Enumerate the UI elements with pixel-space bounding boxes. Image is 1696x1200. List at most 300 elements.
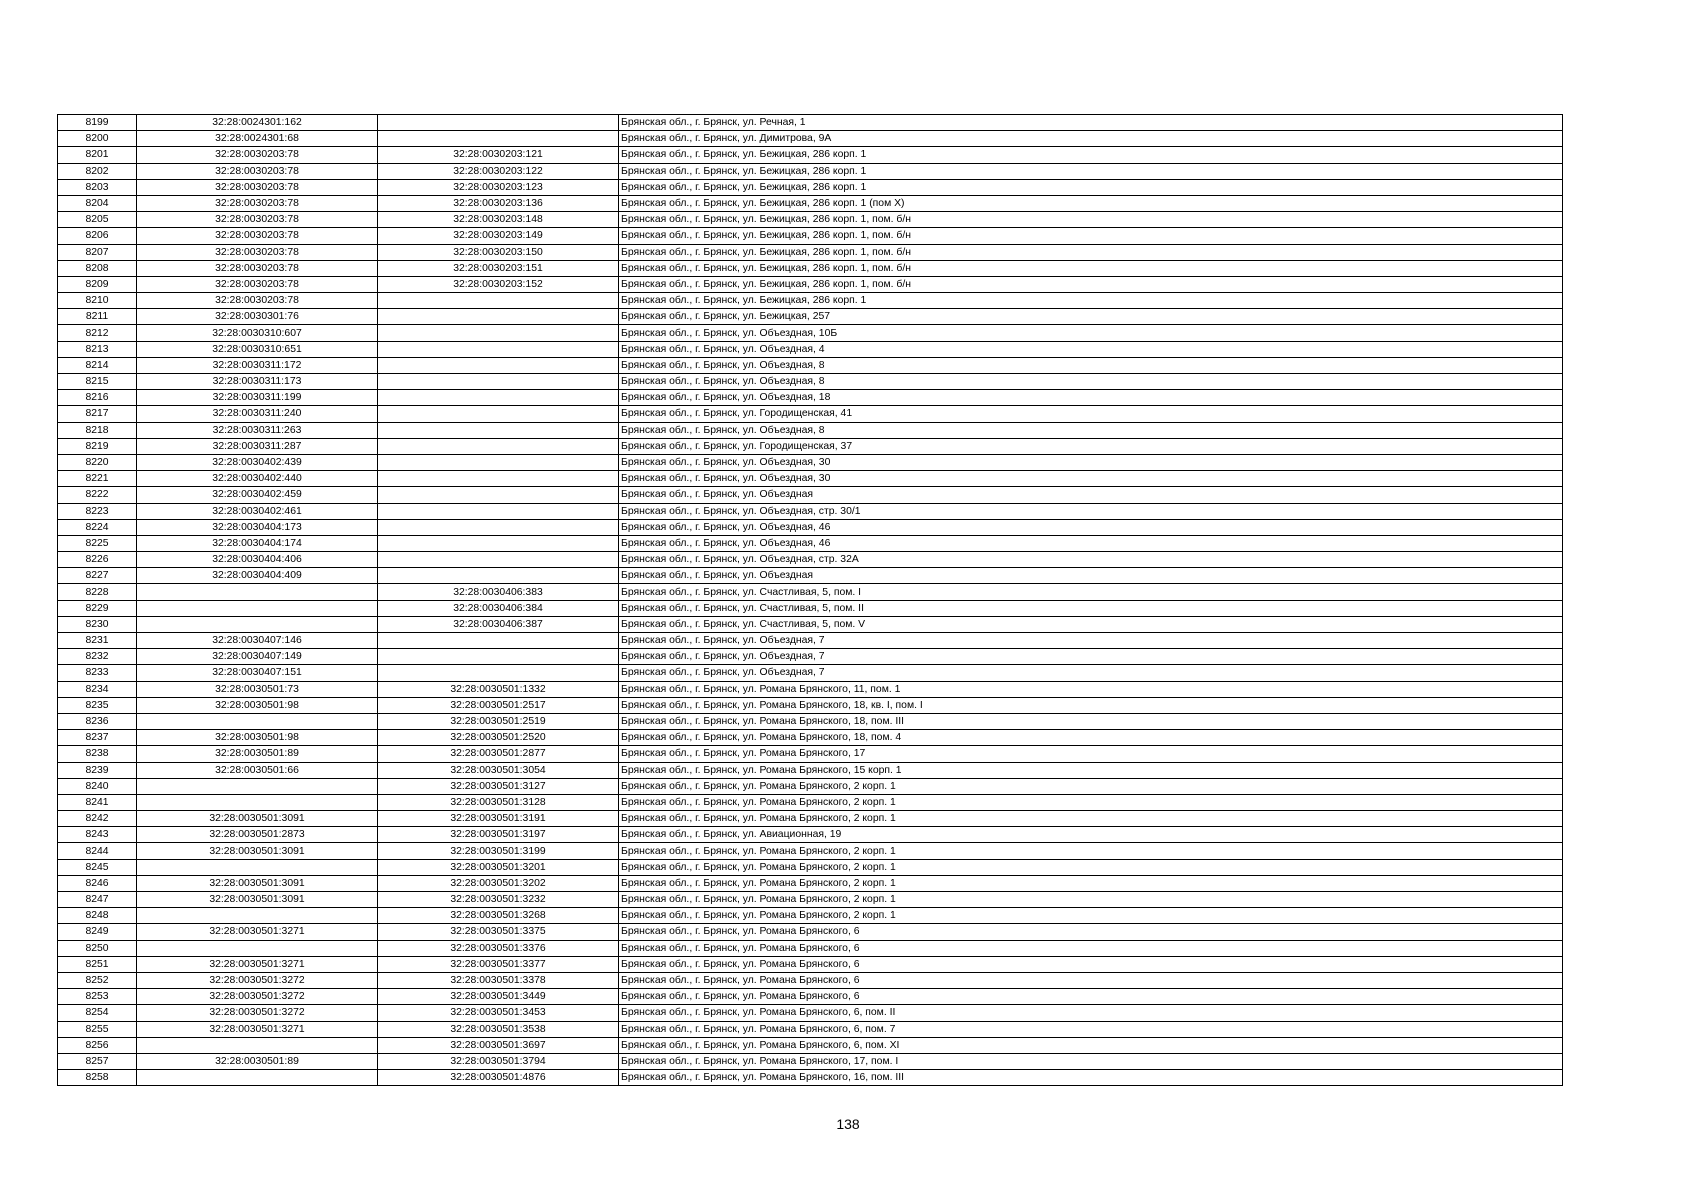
table-row bbox=[58, 665, 1563, 681]
premises-cadastral-number-cell: 32:28:0030501:3453 bbox=[378, 1005, 619, 1021]
row-number-cell: 8252 bbox=[58, 972, 137, 988]
premises-cadastral-number-cell bbox=[378, 471, 619, 487]
row-number-cell: 8228 bbox=[58, 584, 137, 600]
premises-cadastral-number-cell bbox=[378, 406, 619, 422]
address-cell: Брянская обл., г. Брянск, ул. Романа Брянского, 6 bbox=[619, 972, 1563, 988]
row-number-cell: 8236 bbox=[58, 713, 137, 729]
premises-cadastral-number-cell: 32:28:0030501:3201 bbox=[378, 859, 619, 875]
address-cell: Брянская обл., г. Брянск, ул. Романа Брянского, 18, кв. I, пом. I bbox=[619, 697, 1563, 713]
table-row bbox=[58, 681, 1563, 697]
table-row bbox=[58, 956, 1563, 972]
address-cell: Брянская обл., г. Брянск, ул. Бежицкая, 286 корп. 1, пом. б/н bbox=[619, 260, 1563, 276]
address-cell: Брянская обл., г. Брянск, ул. Объездная, стр. 30/1 bbox=[619, 503, 1563, 519]
address-cell: Брянская обл., г. Брянск, ул. Романа Брянского, 2 корп. 1 bbox=[619, 908, 1563, 924]
address-cell: Брянская обл., г. Брянск, ул. Счастливая, 5, пом. I bbox=[619, 584, 1563, 600]
table-row bbox=[58, 147, 1563, 163]
row-number-cell: 8233 bbox=[58, 665, 137, 681]
premises-cadastral-number-cell: 32:28:0030501:3449 bbox=[378, 989, 619, 1005]
address-cell: Брянская обл., г. Брянск, ул. Объездная bbox=[619, 487, 1563, 503]
address-cell: Брянская обл., г. Брянск, ул. Счастливая, 5, пом. V bbox=[619, 616, 1563, 632]
address-cell: Брянская обл., г. Брянск, ул. Объездная bbox=[619, 568, 1563, 584]
cadastral-number-cell: 32:28:0030404:174 bbox=[137, 535, 378, 551]
table-row bbox=[58, 697, 1563, 713]
premises-cadastral-number-cell: 32:28:0030203:152 bbox=[378, 276, 619, 292]
premises-cadastral-number-cell: 32:28:0030501:3376 bbox=[378, 940, 619, 956]
premises-cadastral-number-cell: 32:28:0030203:149 bbox=[378, 228, 619, 244]
table-row bbox=[58, 875, 1563, 891]
table-row bbox=[58, 390, 1563, 406]
premises-cadastral-number-cell: 32:28:0030203:151 bbox=[378, 260, 619, 276]
table-row bbox=[58, 325, 1563, 341]
premises-cadastral-number-cell: 32:28:0030501:3127 bbox=[378, 778, 619, 794]
table-row bbox=[58, 633, 1563, 649]
address-cell: Брянская обл., г. Брянск, ул. Объездная, 7 bbox=[619, 649, 1563, 665]
cadastral-number-cell: 32:28:0030501:3091 bbox=[137, 875, 378, 891]
cadastral-number-cell: 32:28:0030311:199 bbox=[137, 390, 378, 406]
table-row bbox=[58, 778, 1563, 794]
address-cell: Брянская обл., г. Брянск, ул. Романа Брянского, 2 корп. 1 bbox=[619, 859, 1563, 875]
page-number: 138 bbox=[836, 1116, 860, 1132]
row-number-cell: 8251 bbox=[58, 956, 137, 972]
address-cell: Брянская обл., г. Брянск, ул. Романа Брянского, 6, пом. II bbox=[619, 1005, 1563, 1021]
premises-cadastral-number-cell: 32:28:0030203:150 bbox=[378, 244, 619, 260]
table-row bbox=[58, 600, 1563, 616]
table-row bbox=[58, 1070, 1563, 1086]
cadastral-number-cell: 32:28:0030203:78 bbox=[137, 276, 378, 292]
table-row bbox=[58, 568, 1563, 584]
premises-cadastral-number-cell: 32:28:0030501:3538 bbox=[378, 1021, 619, 1037]
cadastral-number-cell: 32:28:0030501:3271 bbox=[137, 924, 378, 940]
premises-cadastral-number-cell: 32:28:0030501:3232 bbox=[378, 892, 619, 908]
premises-cadastral-number-cell: 32:28:0030501:3054 bbox=[378, 762, 619, 778]
cadastral-number-cell: 32:28:0030404:409 bbox=[137, 568, 378, 584]
premises-cadastral-number-cell: 32:28:0030203:123 bbox=[378, 179, 619, 195]
cadastral-number-cell: 32:28:0030203:78 bbox=[137, 163, 378, 179]
premises-cadastral-number-cell: 32:28:0030501:2519 bbox=[378, 713, 619, 729]
table-row bbox=[58, 309, 1563, 325]
address-cell: Брянская обл., г. Брянск, ул. Романа Брянского, 6 bbox=[619, 924, 1563, 940]
table-row bbox=[58, 228, 1563, 244]
row-number-cell: 8249 bbox=[58, 924, 137, 940]
cadastral-number-cell: 32:28:0030203:78 bbox=[137, 244, 378, 260]
cadastral-number-cell: 32:28:0030501:3091 bbox=[137, 892, 378, 908]
address-cell: Брянская обл., г. Брянск, ул. Бежицкая, 286 корп. 1, пом. б/н bbox=[619, 228, 1563, 244]
table-row bbox=[58, 746, 1563, 762]
cadastral-number-cell: 32:28:0030402:439 bbox=[137, 454, 378, 470]
premises-cadastral-number-cell: 32:28:0030406:387 bbox=[378, 616, 619, 632]
row-number-cell: 8230 bbox=[58, 616, 137, 632]
address-cell: Брянская обл., г. Брянск, ул. Романа Брянского, 6 bbox=[619, 956, 1563, 972]
premises-cadastral-number-cell: 32:28:0030501:4876 bbox=[378, 1070, 619, 1086]
address-cell: Брянская обл., г. Брянск, ул. Романа Брянского, 18, пом. 4 bbox=[619, 730, 1563, 746]
row-number-cell: 8253 bbox=[58, 989, 137, 1005]
premises-cadastral-number-cell: 32:28:0030501:2517 bbox=[378, 697, 619, 713]
address-cell: Брянская обл., г. Брянск, ул. Романа Брянского, 15 корп. 1 bbox=[619, 762, 1563, 778]
address-cell: Брянская обл., г. Брянск, ул. Романа Брянского, 16, пом. III bbox=[619, 1070, 1563, 1086]
address-cell: Брянская обл., г. Брянск, ул. Бежицкая, 286 корп. 1 bbox=[619, 179, 1563, 195]
cadastral-number-cell: 32:28:0030311:240 bbox=[137, 406, 378, 422]
address-cell: Брянская обл., г. Брянск, ул. Объездная, 8 bbox=[619, 357, 1563, 373]
row-number-cell: 8248 bbox=[58, 908, 137, 924]
cadastral-number-cell: 32:28:0030501:2873 bbox=[137, 827, 378, 843]
cadastral-number-cell: 32:28:0030311:173 bbox=[137, 374, 378, 390]
premises-cadastral-number-cell: 32:28:0030501:3697 bbox=[378, 1037, 619, 1053]
row-number-cell: 8232 bbox=[58, 649, 137, 665]
address-cell: Брянская обл., г. Брянск, ул. Городищенская, 37 bbox=[619, 438, 1563, 454]
table-row bbox=[58, 892, 1563, 908]
table-row bbox=[58, 357, 1563, 373]
row-number-cell: 8224 bbox=[58, 519, 137, 535]
table-row bbox=[58, 341, 1563, 357]
cadastral-number-cell: 32:28:0030501:3271 bbox=[137, 1021, 378, 1037]
cadastral-number-cell bbox=[137, 584, 378, 600]
cadastral-number-cell: 32:28:0030301:76 bbox=[137, 309, 378, 325]
premises-cadastral-number-cell bbox=[378, 390, 619, 406]
address-cell: Брянская обл., г. Брянск, ул. Объездная, 8 bbox=[619, 422, 1563, 438]
row-number-cell: 8242 bbox=[58, 811, 137, 827]
address-cell: Брянская обл., г. Брянск, ул. Бежицкая, 286 корп. 1, пом. б/н bbox=[619, 212, 1563, 228]
table-row bbox=[58, 794, 1563, 810]
cadastral-number-cell: 32:28:0024301:162 bbox=[137, 115, 378, 131]
table-row bbox=[58, 212, 1563, 228]
address-cell: Брянская обл., г. Брянск, ул. Авиационная, 19 bbox=[619, 827, 1563, 843]
cadastral-number-cell bbox=[137, 859, 378, 875]
row-number-cell: 8239 bbox=[58, 762, 137, 778]
row-number-cell: 8247 bbox=[58, 892, 137, 908]
table-row bbox=[58, 713, 1563, 729]
table-row bbox=[58, 730, 1563, 746]
premises-cadastral-number-cell: 32:28:0030501:3197 bbox=[378, 827, 619, 843]
row-number-cell: 8209 bbox=[58, 276, 137, 292]
table-row bbox=[58, 649, 1563, 665]
table-row bbox=[58, 535, 1563, 551]
premises-cadastral-number-cell bbox=[378, 309, 619, 325]
address-cell: Брянская обл., г. Брянск, ул. Объездная, 8 bbox=[619, 374, 1563, 390]
row-number-cell: 8238 bbox=[58, 746, 137, 762]
row-number-cell: 8241 bbox=[58, 794, 137, 810]
address-cell: Брянская обл., г. Брянск, ул. Бежицкая, 286 корп. 1, пом. б/н bbox=[619, 276, 1563, 292]
row-number-cell: 8217 bbox=[58, 406, 137, 422]
registry-table bbox=[57, 114, 1563, 1086]
cadastral-number-cell: 32:28:0030501:89 bbox=[137, 746, 378, 762]
table-row bbox=[58, 260, 1563, 276]
table-row bbox=[58, 244, 1563, 260]
address-cell: Брянская обл., г. Брянск, ул. Бежицкая, 286 корп. 1 bbox=[619, 293, 1563, 309]
premises-cadastral-number-cell: 32:28:0030203:121 bbox=[378, 147, 619, 163]
premises-cadastral-number-cell bbox=[378, 519, 619, 535]
cadastral-number-cell: 32:28:0030501:3091 bbox=[137, 843, 378, 859]
cadastral-number-cell: 32:28:0030501:89 bbox=[137, 1053, 378, 1069]
table-row bbox=[58, 115, 1563, 131]
premises-cadastral-number-cell: 32:28:0030501:3191 bbox=[378, 811, 619, 827]
table-row bbox=[58, 163, 1563, 179]
cadastral-number-cell: 32:28:0030501:3272 bbox=[137, 972, 378, 988]
address-cell: Брянская обл., г. Брянск, ул. Романа Брянского, 2 корп. 1 bbox=[619, 811, 1563, 827]
premises-cadastral-number-cell bbox=[378, 665, 619, 681]
cadastral-number-cell bbox=[137, 713, 378, 729]
row-number-cell: 8213 bbox=[58, 341, 137, 357]
address-cell: Брянская обл., г. Брянск, ул. Романа Брянского, 6 bbox=[619, 940, 1563, 956]
cadastral-number-cell: 32:28:0030501:3091 bbox=[137, 811, 378, 827]
table-row bbox=[58, 1005, 1563, 1021]
premises-cadastral-number-cell bbox=[378, 535, 619, 551]
table-row bbox=[58, 552, 1563, 568]
address-cell: Брянская обл., г. Брянск, ул. Романа Брянского, 6, пом. 7 bbox=[619, 1021, 1563, 1037]
premises-cadastral-number-cell: 32:28:0030501:3199 bbox=[378, 843, 619, 859]
row-number-cell: 8204 bbox=[58, 195, 137, 211]
address-cell: Брянская обл., г. Брянск, ул. Романа Брянского, 6 bbox=[619, 989, 1563, 1005]
premises-cadastral-number-cell bbox=[378, 357, 619, 373]
row-number-cell: 8229 bbox=[58, 600, 137, 616]
cadastral-number-cell: 32:28:0030203:78 bbox=[137, 179, 378, 195]
row-number-cell: 8219 bbox=[58, 438, 137, 454]
cadastral-number-cell: 32:28:0030311:263 bbox=[137, 422, 378, 438]
cadastral-number-cell bbox=[137, 616, 378, 632]
cadastral-number-cell: 32:28:0030501:66 bbox=[137, 762, 378, 778]
row-number-cell: 8254 bbox=[58, 1005, 137, 1021]
cadastral-number-cell: 32:28:0030310:607 bbox=[137, 325, 378, 341]
cadastral-number-cell: 32:28:0030501:98 bbox=[137, 697, 378, 713]
premises-cadastral-number-cell: 32:28:0030203:148 bbox=[378, 212, 619, 228]
table-row bbox=[58, 131, 1563, 147]
premises-cadastral-number-cell bbox=[378, 341, 619, 357]
premises-cadastral-number-cell bbox=[378, 131, 619, 147]
address-cell: Брянская обл., г. Брянск, ул. Объездная, 18 bbox=[619, 390, 1563, 406]
row-number-cell: 8214 bbox=[58, 357, 137, 373]
row-number-cell: 8201 bbox=[58, 147, 137, 163]
cadastral-number-cell: 32:28:0024301:68 bbox=[137, 131, 378, 147]
row-number-cell: 8226 bbox=[58, 552, 137, 568]
premises-cadastral-number-cell: 32:28:0030501:2877 bbox=[378, 746, 619, 762]
cadastral-number-cell: 32:28:0030203:78 bbox=[137, 293, 378, 309]
address-cell: Брянская обл., г. Брянск, ул. Бежицкая, 286 корп. 1 bbox=[619, 163, 1563, 179]
row-number-cell: 8245 bbox=[58, 859, 137, 875]
address-cell: Брянская обл., г. Брянск, ул. Объездная, 7 bbox=[619, 665, 1563, 681]
address-cell: Брянская обл., г. Брянск, ул. Романа Брянского, 18, пом. III bbox=[619, 713, 1563, 729]
row-number-cell: 8258 bbox=[58, 1070, 137, 1086]
row-number-cell: 8216 bbox=[58, 390, 137, 406]
table-row bbox=[58, 454, 1563, 470]
premises-cadastral-number-cell: 32:28:0030501:3378 bbox=[378, 972, 619, 988]
row-number-cell: 8256 bbox=[58, 1037, 137, 1053]
address-cell: Брянская обл., г. Брянск, ул. Объездная, стр. 32А bbox=[619, 552, 1563, 568]
cadastral-number-cell bbox=[137, 600, 378, 616]
premises-cadastral-number-cell: 32:28:0030501:3375 bbox=[378, 924, 619, 940]
row-number-cell: 8218 bbox=[58, 422, 137, 438]
premises-cadastral-number-cell: 32:28:0030501:1332 bbox=[378, 681, 619, 697]
cadastral-number-cell: 32:28:0030402:440 bbox=[137, 471, 378, 487]
table-row bbox=[58, 374, 1563, 390]
cadastral-number-cell: 32:28:0030407:146 bbox=[137, 633, 378, 649]
row-number-cell: 8243 bbox=[58, 827, 137, 843]
row-number-cell: 8202 bbox=[58, 163, 137, 179]
premises-cadastral-number-cell bbox=[378, 454, 619, 470]
premises-cadastral-number-cell: 32:28:0030501:3128 bbox=[378, 794, 619, 810]
cadastral-number-cell: 32:28:0030501:98 bbox=[137, 730, 378, 746]
address-cell: Брянская обл., г. Брянск, ул. Бежицкая, 286 корп. 1 (пом X) bbox=[619, 195, 1563, 211]
cadastral-number-cell bbox=[137, 1070, 378, 1086]
address-cell: Брянская обл., г. Брянск, ул. Романа Брянского, 17 bbox=[619, 746, 1563, 762]
cadastral-number-cell: 32:28:0030203:78 bbox=[137, 212, 378, 228]
table-row bbox=[58, 908, 1563, 924]
premises-cadastral-number-cell: 32:28:0030501:2520 bbox=[378, 730, 619, 746]
row-number-cell: 8231 bbox=[58, 633, 137, 649]
premises-cadastral-number-cell: 32:28:0030406:384 bbox=[378, 600, 619, 616]
table-row bbox=[58, 843, 1563, 859]
row-number-cell: 8203 bbox=[58, 179, 137, 195]
row-number-cell: 8221 bbox=[58, 471, 137, 487]
cadastral-number-cell: 32:28:0030311:172 bbox=[137, 357, 378, 373]
table-row bbox=[58, 519, 1563, 535]
row-number-cell: 8210 bbox=[58, 293, 137, 309]
row-number-cell: 8215 bbox=[58, 374, 137, 390]
table-row bbox=[58, 179, 1563, 195]
row-number-cell: 8237 bbox=[58, 730, 137, 746]
table-row bbox=[58, 827, 1563, 843]
cadastral-number-cell: 32:28:0030203:78 bbox=[137, 260, 378, 276]
premises-cadastral-number-cell: 32:28:0030501:3202 bbox=[378, 875, 619, 891]
table-row bbox=[58, 503, 1563, 519]
row-number-cell: 8255 bbox=[58, 1021, 137, 1037]
premises-cadastral-number-cell: 32:28:0030406:383 bbox=[378, 584, 619, 600]
premises-cadastral-number-cell: 32:28:0030501:3377 bbox=[378, 956, 619, 972]
cadastral-number-cell: 32:28:0030203:78 bbox=[137, 195, 378, 211]
premises-cadastral-number-cell bbox=[378, 374, 619, 390]
premises-cadastral-number-cell bbox=[378, 633, 619, 649]
address-cell: Брянская обл., г. Брянск, ул. Городищенская, 41 bbox=[619, 406, 1563, 422]
table-row bbox=[58, 195, 1563, 211]
address-cell: Брянская обл., г. Брянск, ул. Объездная, 30 bbox=[619, 454, 1563, 470]
premises-cadastral-number-cell bbox=[378, 649, 619, 665]
row-number-cell: 8222 bbox=[58, 487, 137, 503]
address-cell: Брянская обл., г. Брянск, ул. Романа Брянского, 2 корп. 1 bbox=[619, 794, 1563, 810]
premises-cadastral-number-cell bbox=[378, 503, 619, 519]
row-number-cell: 8234 bbox=[58, 681, 137, 697]
table-row bbox=[58, 406, 1563, 422]
address-cell: Брянская обл., г. Брянск, ул. Объездная, 10Б bbox=[619, 325, 1563, 341]
row-number-cell: 8225 bbox=[58, 535, 137, 551]
address-cell: Брянская обл., г. Брянск, ул. Романа Брянского, 2 корп. 1 bbox=[619, 892, 1563, 908]
cadastral-number-cell bbox=[137, 794, 378, 810]
address-cell: Брянская обл., г. Брянск, ул. Романа Брянского, 11, пом. 1 bbox=[619, 681, 1563, 697]
cadastral-number-cell: 32:28:0030311:287 bbox=[137, 438, 378, 454]
address-cell: Брянская обл., г. Брянск, ул. Объездная, 30 bbox=[619, 471, 1563, 487]
row-number-cell: 8235 bbox=[58, 697, 137, 713]
table-row bbox=[58, 293, 1563, 309]
table-row bbox=[58, 811, 1563, 827]
address-cell: Брянская обл., г. Брянск, ул. Объездная, 7 bbox=[619, 633, 1563, 649]
row-number-cell: 8246 bbox=[58, 875, 137, 891]
table-row bbox=[58, 584, 1563, 600]
row-number-cell: 8227 bbox=[58, 568, 137, 584]
premises-cadastral-number-cell bbox=[378, 293, 619, 309]
row-number-cell: 8207 bbox=[58, 244, 137, 260]
row-number-cell: 8240 bbox=[58, 778, 137, 794]
cadastral-number-cell: 32:28:0030203:78 bbox=[137, 228, 378, 244]
cadastral-number-cell: 32:28:0030402:461 bbox=[137, 503, 378, 519]
cadastral-number-cell bbox=[137, 908, 378, 924]
row-number-cell: 8244 bbox=[58, 843, 137, 859]
cadastral-number-cell: 32:28:0030407:151 bbox=[137, 665, 378, 681]
address-cell: Брянская обл., г. Брянск, ул. Объездная, 46 bbox=[619, 519, 1563, 535]
cadastral-number-cell: 32:28:0030501:3272 bbox=[137, 1005, 378, 1021]
row-number-cell: 8223 bbox=[58, 503, 137, 519]
row-number-cell: 8220 bbox=[58, 454, 137, 470]
cadastral-number-cell bbox=[137, 1037, 378, 1053]
address-cell: Брянская обл., г. Брянск, ул. Бежицкая, 286 корп. 1 bbox=[619, 147, 1563, 163]
cadastral-number-cell: 32:28:0030203:78 bbox=[137, 147, 378, 163]
cadastral-number-cell: 32:28:0030402:459 bbox=[137, 487, 378, 503]
premises-cadastral-number-cell: 32:28:0030203:136 bbox=[378, 195, 619, 211]
address-cell: Брянская обл., г. Брянск, ул. Объездная, 4 bbox=[619, 341, 1563, 357]
table-row bbox=[58, 1037, 1563, 1053]
table-row bbox=[58, 616, 1563, 632]
cadastral-number-cell bbox=[137, 940, 378, 956]
premises-cadastral-number-cell: 32:28:0030501:3794 bbox=[378, 1053, 619, 1069]
premises-cadastral-number-cell: 32:28:0030501:3268 bbox=[378, 908, 619, 924]
row-number-cell: 8257 bbox=[58, 1053, 137, 1069]
address-cell: Брянская обл., г. Брянск, ул. Романа Брянского, 2 корп. 1 bbox=[619, 843, 1563, 859]
row-number-cell: 8250 bbox=[58, 940, 137, 956]
cadastral-number-cell bbox=[137, 778, 378, 794]
premises-cadastral-number-cell: 32:28:0030203:122 bbox=[378, 163, 619, 179]
table-row bbox=[58, 859, 1563, 875]
address-cell: Брянская обл., г. Брянск, ул. Романа Брянского, 2 корп. 1 bbox=[619, 875, 1563, 891]
address-cell: Брянская обл., г. Брянск, ул. Романа Брянского, 17, пом. I bbox=[619, 1053, 1563, 1069]
row-number-cell: 8205 bbox=[58, 212, 137, 228]
table-row bbox=[58, 940, 1563, 956]
cadastral-number-cell: 32:28:0030407:149 bbox=[137, 649, 378, 665]
cadastral-number-cell: 32:28:0030404:406 bbox=[137, 552, 378, 568]
premises-cadastral-number-cell bbox=[378, 552, 619, 568]
table-row bbox=[58, 1021, 1563, 1037]
row-number-cell: 8211 bbox=[58, 309, 137, 325]
row-number-cell: 8199 bbox=[58, 115, 137, 131]
row-number-cell: 8212 bbox=[58, 325, 137, 341]
address-cell: Брянская обл., г. Брянск, ул. Бежицкая, 286 корп. 1, пом. б/н bbox=[619, 244, 1563, 260]
premises-cadastral-number-cell bbox=[378, 325, 619, 341]
premises-cadastral-number-cell bbox=[378, 487, 619, 503]
table-row bbox=[58, 1053, 1563, 1069]
row-number-cell: 8206 bbox=[58, 228, 137, 244]
address-cell: Брянская обл., г. Брянск, ул. Романа Брянского, 2 корп. 1 bbox=[619, 778, 1563, 794]
table-row bbox=[58, 972, 1563, 988]
cadastral-number-cell: 32:28:0030501:3271 bbox=[137, 956, 378, 972]
cadastral-number-cell: 32:28:0030404:173 bbox=[137, 519, 378, 535]
cadastral-number-cell: 32:28:0030501:3272 bbox=[137, 989, 378, 1005]
row-number-cell: 8200 bbox=[58, 131, 137, 147]
table-row bbox=[58, 438, 1563, 454]
address-cell: Брянская обл., г. Брянск, ул. Счастливая, 5, пом. II bbox=[619, 600, 1563, 616]
cadastral-number-cell: 32:28:0030501:73 bbox=[137, 681, 378, 697]
premises-cadastral-number-cell bbox=[378, 568, 619, 584]
cadastral-number-cell: 32:28:0030310:651 bbox=[137, 341, 378, 357]
address-cell: Брянская обл., г. Брянск, ул. Романа Брянского, 6, пом. XI bbox=[619, 1037, 1563, 1053]
premises-cadastral-number-cell bbox=[378, 115, 619, 131]
table-row bbox=[58, 471, 1563, 487]
table-row bbox=[58, 276, 1563, 292]
table-row bbox=[58, 989, 1563, 1005]
address-cell: Брянская обл., г. Брянск, ул. Бежицкая, 257 bbox=[619, 309, 1563, 325]
address-cell: Брянская обл., г. Брянск, ул. Объездная, 46 bbox=[619, 535, 1563, 551]
row-number-cell: 8208 bbox=[58, 260, 137, 276]
premises-cadastral-number-cell bbox=[378, 438, 619, 454]
table-row bbox=[58, 762, 1563, 778]
address-cell: Брянская обл., г. Брянск, ул. Димитрова, 9А bbox=[619, 131, 1563, 147]
table-row bbox=[58, 487, 1563, 503]
table-row bbox=[58, 422, 1563, 438]
address-cell: Брянская обл., г. Брянск, ул. Речная, 1 bbox=[619, 115, 1563, 131]
